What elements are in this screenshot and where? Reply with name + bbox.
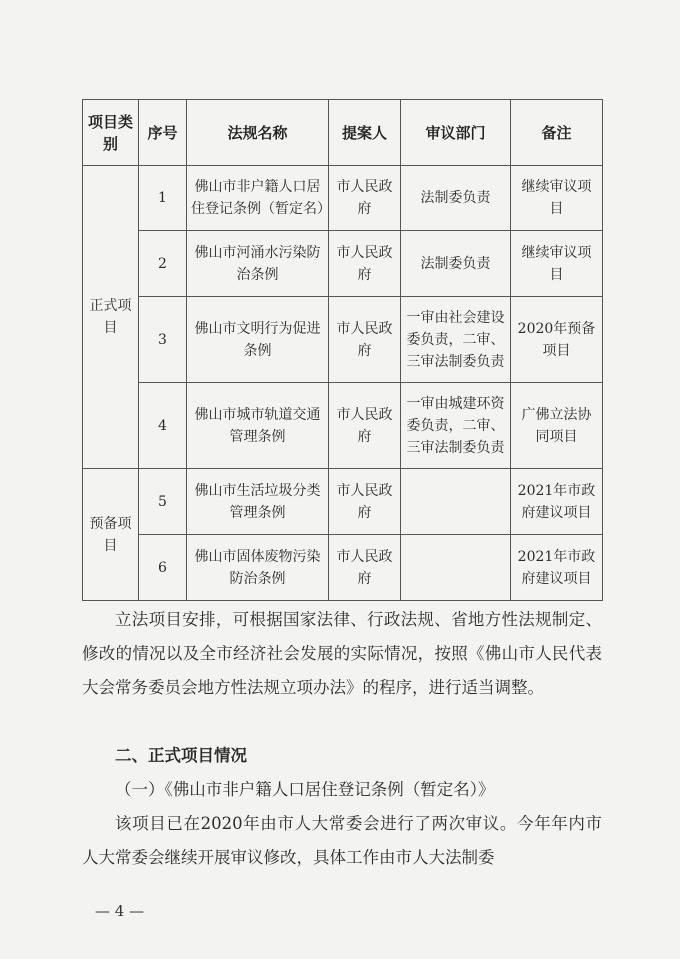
header-proposer: 提案人 xyxy=(329,100,401,166)
table-row xyxy=(83,535,603,601)
review-dept: 法制委负责 xyxy=(401,166,511,231)
page-number: — 4 — xyxy=(95,902,145,920)
table-row xyxy=(83,383,603,469)
regulation-name: 佛山市固体废物污染防治条例 xyxy=(187,535,329,601)
row-number: 3 xyxy=(139,297,187,383)
regulation-name: 佛山市非户籍人口居住登记条例（暂定名） xyxy=(187,166,329,231)
header-number: 序号 xyxy=(139,100,187,166)
subsection-heading: （一）《佛山市非户籍人口居住登记条例（暂定名）》 xyxy=(115,780,495,799)
table-row xyxy=(83,166,603,231)
proposer: 市人民政府 xyxy=(329,535,401,601)
note: 2020年预备项目 xyxy=(511,297,603,383)
review-dept: 一审由社会建设委负责，二审、三审法制委负责 xyxy=(401,297,511,383)
table-row xyxy=(83,231,603,297)
row-number: 5 xyxy=(139,469,187,535)
table-row xyxy=(83,469,603,535)
regulation-name: 佛山市文明行为促进条例 xyxy=(187,297,329,383)
note: 继续审议项目 xyxy=(511,231,603,297)
table-row xyxy=(83,297,603,383)
note: 2021年市政府建议项目 xyxy=(511,535,603,601)
proposer: 市人民政府 xyxy=(329,297,401,383)
header-review-dept: 审议部门 xyxy=(401,100,511,166)
proposer: 市人民政府 xyxy=(329,231,401,297)
project-status-paragraph: 该项目已在2020年由市人大常委会进行了两次审议。今年年内市人大常委会继续开展审议修改，具体工作由市人大法制委 xyxy=(82,814,602,867)
header-regulation-name: 法规名称 xyxy=(187,100,329,166)
regulation-name: 佛山市城市轨道交通管理条例 xyxy=(187,383,329,469)
adjustment-paragraph: 立法项目安排，可根据国家法律、行政法规、省地方性法规制定、修改的情况以及全市经济社会发展的实际情况，按照《佛山市人民代表大会常务委员会地方性法规立项办法》的程序，进行适当调整。 xyxy=(82,610,602,697)
review-dept xyxy=(401,469,511,535)
regulation-name: 佛山市生活垃圾分类管理条例 xyxy=(187,469,329,535)
proposer: 市人民政府 xyxy=(329,166,401,231)
table-header-row xyxy=(83,100,603,166)
row-number: 4 xyxy=(139,383,187,469)
proposer: 市人民政府 xyxy=(329,383,401,469)
review-dept xyxy=(401,535,511,601)
category-cell: 正式项目 xyxy=(83,166,139,469)
section-heading: 二、正式项目情况 xyxy=(115,746,247,765)
row-number: 2 xyxy=(139,231,187,297)
header-note: 备注 xyxy=(511,100,603,166)
legislation-plan-table xyxy=(82,99,603,601)
note: 继续审议项目 xyxy=(511,166,603,231)
header-category: 项目类别 xyxy=(83,100,139,166)
regulation-name: 佛山市河涌水污染防治条例 xyxy=(187,231,329,297)
note: 广佛立法协同项目 xyxy=(511,383,603,469)
proposer: 市人民政府 xyxy=(329,469,401,535)
category-cell: 预备项目 xyxy=(83,469,139,601)
row-number: 6 xyxy=(139,535,187,601)
row-number: 1 xyxy=(139,166,187,231)
note: 2021年市政府建议项目 xyxy=(511,469,603,535)
review-dept: 法制委负责 xyxy=(401,231,511,297)
review-dept: 一审由城建环资委负责，二审、三审法制委负责 xyxy=(401,383,511,469)
